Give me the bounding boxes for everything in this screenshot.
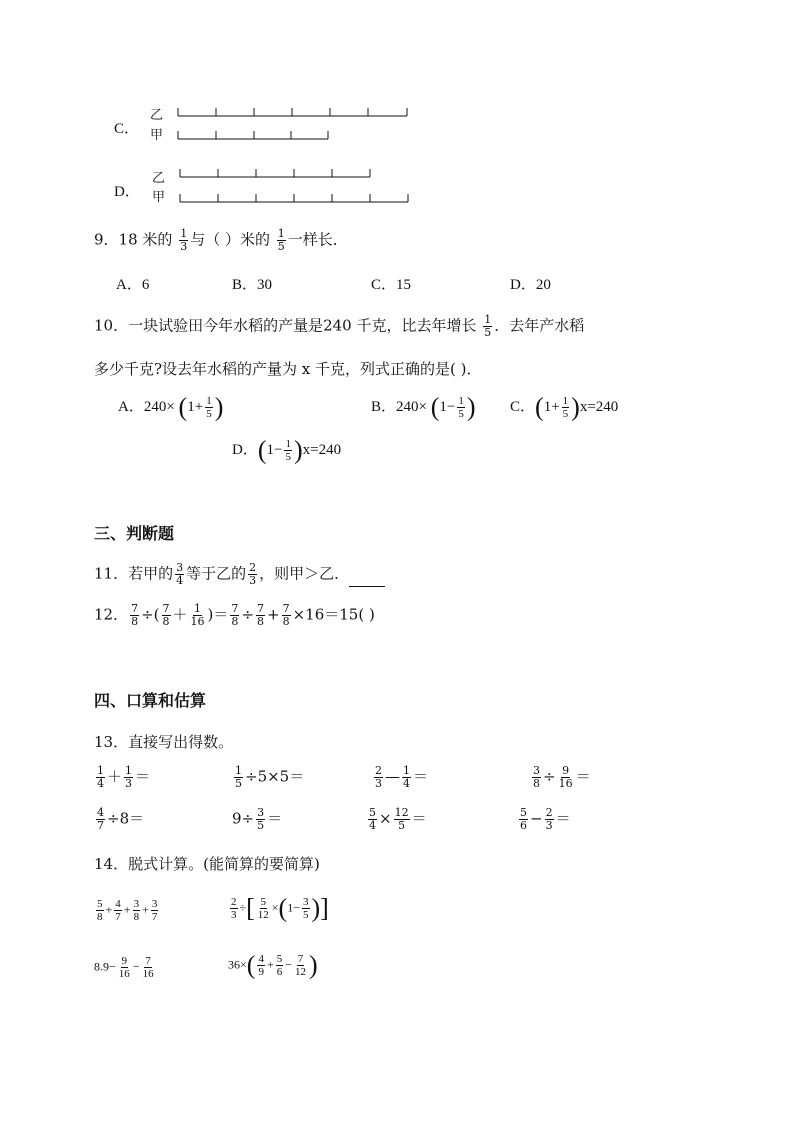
jia-label: 甲 bbox=[152, 190, 166, 205]
question-11: 11．若甲的 $\frac{3}{4}$ 等于乙的 $\frac{2}{3}$ ，则甲＞乙． bbox=[94, 562, 385, 587]
question-9 bbox=[94, 228, 348, 253]
q13-r2-d: $\frac{5}{6}$ − $\frac{2}{3}$ ＝ bbox=[520, 806, 571, 832]
q13-r2-c: $\frac{5}{4}$ × $\frac{12}{5}$ ＝ bbox=[369, 806, 427, 832]
q14-expression-1: $\frac{5}{8}$ + $\frac{4}{7}$ + $\frac{3}{8}$ + $\frac{3}{7}$ bbox=[97, 898, 158, 923]
q9-number: 9． bbox=[94, 230, 119, 249]
jia-label: 甲 bbox=[150, 128, 164, 143]
yi-label: 乙 bbox=[152, 171, 166, 186]
q14-expression-2: $\frac{2}{3}$ ÷[ $\frac{5}{12}$ ×(1− $\frac{3}{5}$ )] bbox=[231, 893, 329, 923]
q9-fraction-1: $\frac{1}{3}$ bbox=[180, 227, 188, 253]
q14-expression-3: 8.9− $\frac{9}{16}$ − $\frac{7}{16}$ bbox=[94, 955, 154, 980]
q10-fraction: $\frac{1}{5}$ bbox=[484, 313, 492, 339]
answer-blank[interactable] bbox=[349, 572, 385, 587]
section-4-title: 四、口算和估算 bbox=[94, 691, 207, 710]
q13-r2-b: 9÷ $\frac{3}{5}$ ＝ bbox=[232, 806, 283, 832]
question-14-title: 14．脱式计算。(能简算的要简算) bbox=[94, 855, 320, 873]
q9-text-3: 一样长． bbox=[287, 230, 348, 249]
segment-diagrams bbox=[0, 0, 794, 230]
q13-r1-c: $\frac{2}{3}$ — $\frac{1}{4}$ ＝ bbox=[375, 764, 429, 790]
segment-d-yi bbox=[180, 169, 370, 177]
q9-text-2: 与（ ）米的 bbox=[190, 230, 270, 249]
question-10-line-2: 多少千克?设去年水稻的产量为 x 千克，列式正确的是( )． bbox=[94, 360, 482, 378]
q9-option-b: B．30 bbox=[232, 277, 273, 293]
section-3-title: 三、判断题 bbox=[94, 524, 175, 543]
q9-option-a: A．6 bbox=[116, 277, 150, 293]
q13-r2-a: $\frac{4}{7}$ ÷8＝ bbox=[97, 806, 145, 832]
option-c-label: C． bbox=[114, 121, 140, 137]
q9-text-1: 18 米的 bbox=[118, 230, 173, 249]
q10-option-b: B．240× (1− $\frac{1}{5}$ ) bbox=[371, 392, 476, 422]
q9-option-d: D．20 bbox=[510, 277, 551, 293]
q9-fraction-2: $\frac{1}{5}$ bbox=[277, 227, 285, 253]
q13-r1-a: $\frac{1}{4}$ ＋ $\frac{1}{3}$ ＝ bbox=[97, 764, 151, 790]
question-12: 12． $\frac{7}{8}$ ÷( $\frac{7}{8}$ ＋ $\frac{1}{16}$ )＝ $\frac{7}{8}$ ÷ $\frac{7}{8}$ + $\frac{7}{8}$ ×16＝15( ) bbox=[94, 602, 375, 628]
segment-c-jia bbox=[178, 131, 328, 139]
segment-d-jia bbox=[180, 194, 408, 202]
question-10-line-1: 10．一块试验田今年水稻的产量是240 千克，比去年增长 $\frac{1}{5}$ ．去年产水稻 bbox=[94, 313, 585, 339]
yi-label: 乙 bbox=[150, 108, 164, 123]
q9-option-c: C．15 bbox=[371, 277, 412, 293]
q13-r1-d: $\frac{3}{8}$ ÷ $\frac{9}{16}$ ＝ bbox=[533, 764, 591, 790]
q14-expression-4: 36×( $\frac{4}{9}$ + $\frac{5}{6}$ − $\frac{7}{12}$ ) bbox=[228, 950, 318, 980]
q10-option-d: D．(1− $\frac{1}{5}$ )x=240 bbox=[232, 435, 342, 465]
q13-r1-b: $\frac{1}{5}$ ÷5×5＝ bbox=[235, 764, 305, 790]
question-13-title: 13．直接写出得数。 bbox=[94, 733, 234, 751]
q10-option-c: C．(1+ $\frac{1}{5}$ )x=240 bbox=[510, 392, 619, 422]
segment-c-yi bbox=[178, 108, 407, 116]
option-d-label: D． bbox=[114, 184, 140, 200]
q10-option-a: A．240× (1+ $\frac{1}{5}$ ) bbox=[118, 392, 224, 422]
